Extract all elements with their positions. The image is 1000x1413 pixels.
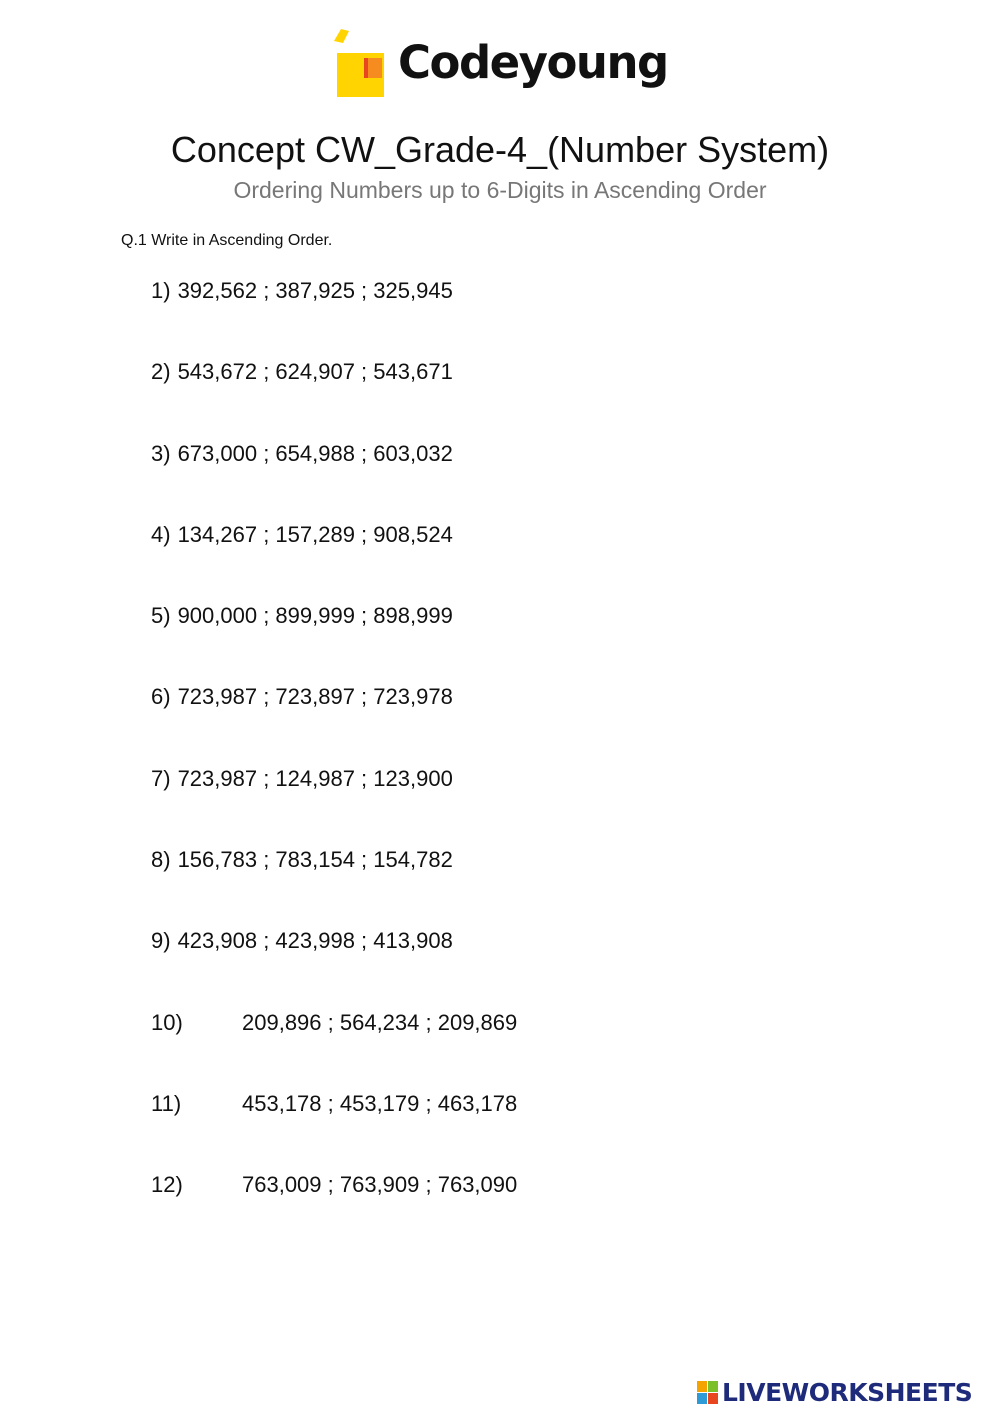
codeyoung-logo bbox=[332, 24, 668, 104]
question-numbers: 134,267 ; 157,289 ; 908,524 bbox=[177, 521, 453, 547]
liveworksheets-text: LIVEWORKSHEETS bbox=[722, 1378, 973, 1407]
liveworksheets-blocks-icon bbox=[697, 1381, 719, 1405]
question-number: 1) bbox=[151, 278, 171, 303]
question-numbers: 453,178 ; 453,179 ; 463,178 bbox=[242, 1090, 518, 1116]
codeyoung-mark-icon bbox=[332, 27, 388, 101]
brand-name: Codeyoung bbox=[398, 35, 668, 89]
page-subtitle: Ordering Numbers up to 6-Digits in Ascending Order bbox=[233, 177, 767, 203]
question-item bbox=[151, 520, 517, 601]
question-item bbox=[151, 357, 517, 438]
question-list bbox=[151, 276, 517, 1252]
question-numbers: 673,000 ; 654,988 ; 603,032 bbox=[177, 440, 453, 466]
question-item bbox=[151, 1089, 517, 1170]
question-number: 4) bbox=[151, 521, 171, 547]
question-item bbox=[151, 276, 517, 357]
question-numbers: 156,783 ; 783,154 ; 154,782 bbox=[177, 847, 453, 873]
question-numbers: 543,672 ; 624,907 ; 543,671 bbox=[177, 359, 453, 385]
question-numbers: 723,987 ; 723,897 ; 723,978 bbox=[177, 684, 453, 710]
question-number: 3) bbox=[151, 440, 171, 466]
question-number: 11) bbox=[151, 1090, 182, 1116]
question-number: 12) bbox=[151, 1172, 183, 1198]
question-number: 8) bbox=[151, 847, 171, 873]
question-item bbox=[151, 1170, 517, 1251]
question-number: 7) bbox=[151, 765, 171, 791]
question-item bbox=[151, 682, 517, 763]
question-number: 10) bbox=[151, 1009, 183, 1035]
question-item bbox=[151, 926, 517, 1007]
question-number: 9) bbox=[151, 928, 171, 954]
question-numbers: 392,562 ; 387,925 ; 325,945 bbox=[177, 278, 453, 303]
question-numbers: 423,908 ; 423,998 ; 413,908 bbox=[177, 928, 453, 954]
page-title: Concept CW_Grade-4_(Number System) bbox=[170, 129, 830, 170]
question-instruction: Q.1 Write in Ascending Order. bbox=[121, 232, 333, 249]
liveworksheets-watermark bbox=[697, 1378, 972, 1407]
question-number: 2) bbox=[151, 359, 171, 385]
question-item bbox=[151, 439, 517, 520]
question-item bbox=[151, 601, 517, 682]
question-numbers: 209,896 ; 564,234 ; 209,869 bbox=[242, 1009, 518, 1035]
question-item bbox=[151, 764, 517, 845]
question-item bbox=[151, 1008, 517, 1089]
question-numbers: 763,009 ; 763,909 ; 763,090 bbox=[242, 1172, 518, 1198]
question-numbers: 723,987 ; 124,987 ; 123,900 bbox=[177, 765, 453, 791]
question-item bbox=[151, 845, 517, 926]
question-number: 6) bbox=[151, 684, 171, 710]
question-number: 5) bbox=[151, 603, 171, 629]
question-numbers: 900,000 ; 899,999 ; 898,999 bbox=[177, 603, 453, 629]
